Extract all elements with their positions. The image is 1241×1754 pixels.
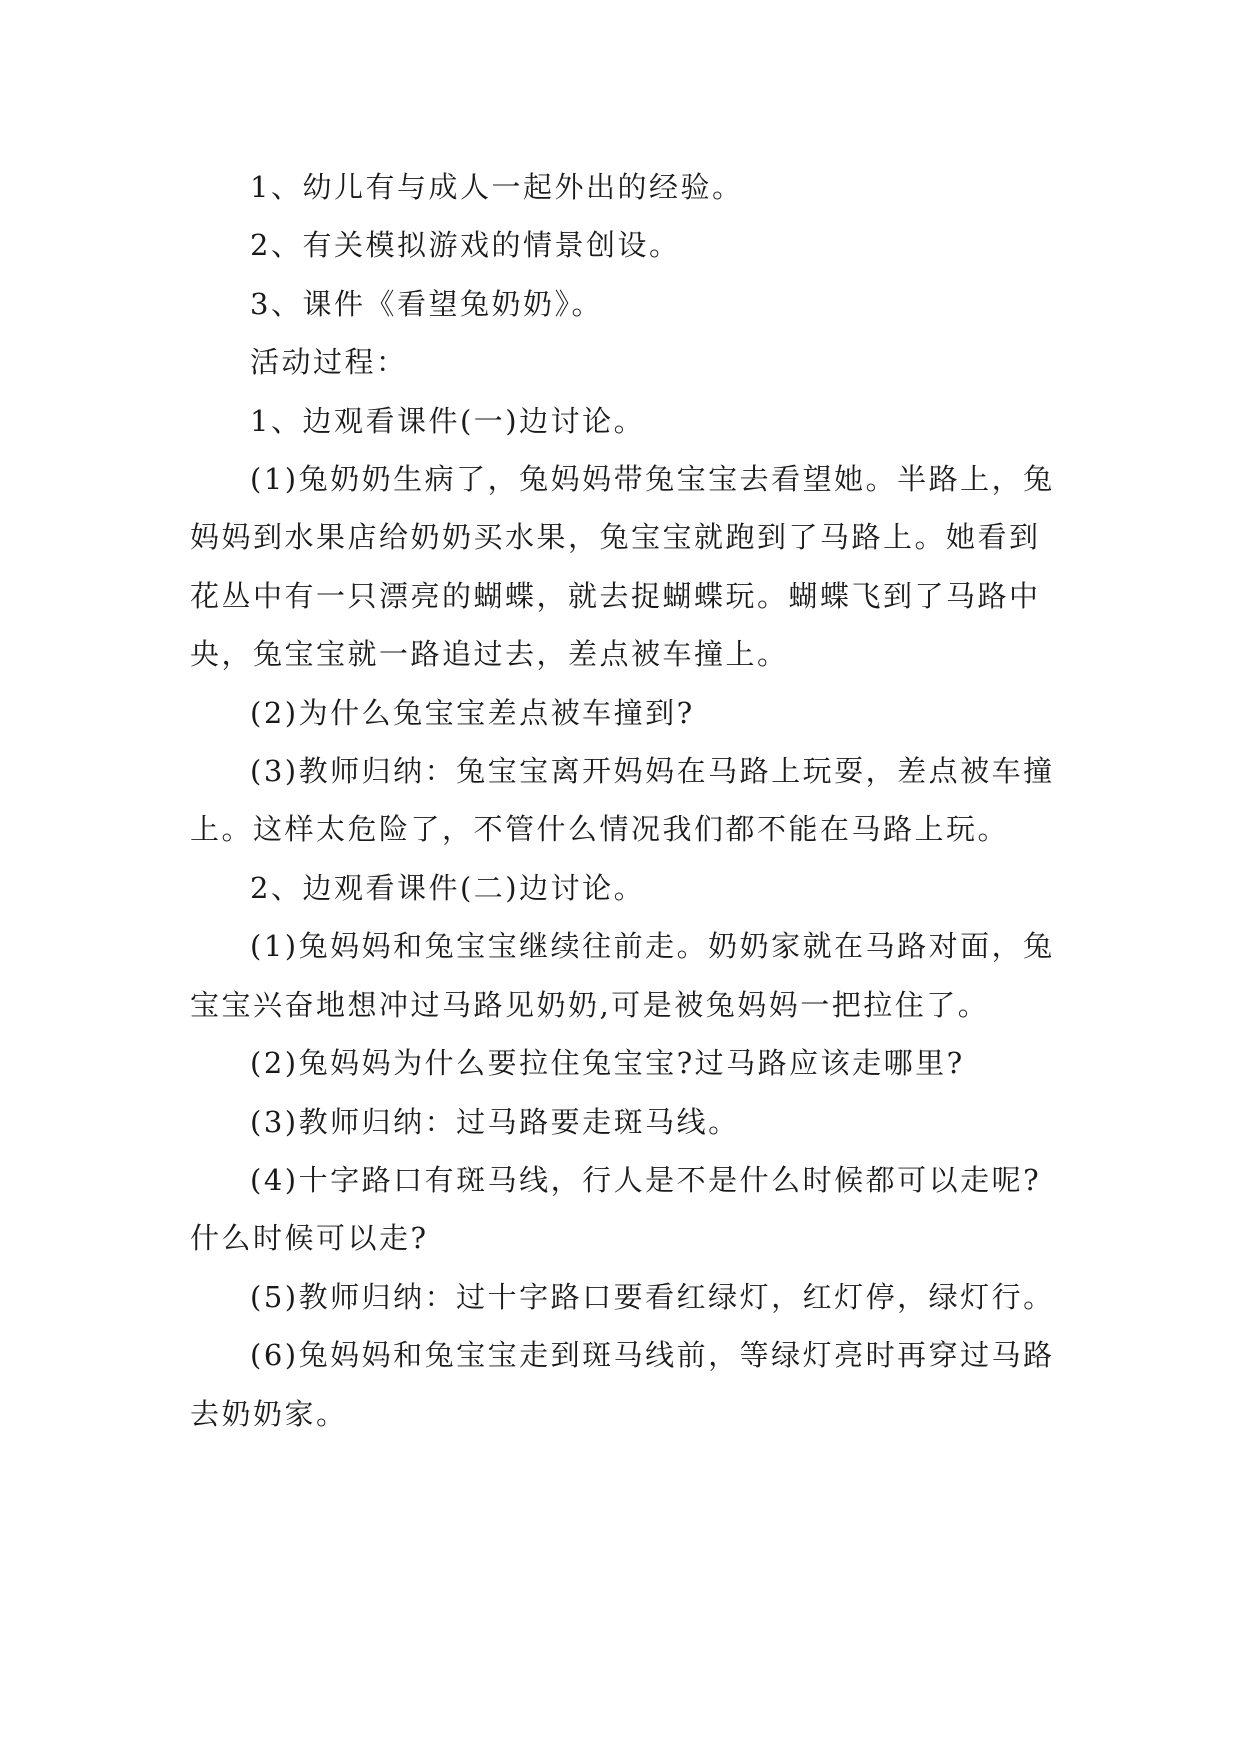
step-2-heading: 2、边观看课件(二)边讨论。: [250, 870, 646, 905]
step-1-sub-3: (3)教师归纳：兔宝宝离开妈妈在马路上玩耍，差点被车撞上。这样太危险了，不管什么情况我们都不能在马路上玩。: [190, 754, 1055, 847]
prep-item-2: 2、有关模拟游戏的情景创设。: [250, 228, 681, 263]
step-2-sub-2: (2)兔妈妈为什么要拉住兔宝宝?过马路应该走哪里?: [250, 1046, 965, 1081]
prep-item-1: 1、幼儿有与成人一起外出的经验。: [250, 170, 744, 204]
step-1-heading: 1、边观看课件(一)边讨论。: [250, 403, 646, 438]
section-heading-activity-process: 活动过程：: [250, 345, 408, 380]
step-2-sub-4: (4)十字路口有斑马线，行人是不是什么时候都可以走呢?什么时候可以走?: [190, 1162, 1042, 1256]
step-2-sub-3: (3)教师归纳：过马路要走斑马线。: [250, 1104, 740, 1139]
step-2-sub-1: (1)兔妈妈和兔宝宝继续往前走。奶奶家就在马路对面，兔宝宝兴奋地想冲过马路见奶奶,可是被兔妈妈一把拉住了。: [190, 929, 1055, 1022]
step-2-sub-5: (5)教师归纳：过十字路口要看红绿灯，红灯停，绿灯行。: [250, 1279, 1055, 1314]
step-1-sub-2: (2)为什么兔宝宝差点被车撞到?: [250, 695, 695, 730]
step-2-sub-6: (6)兔妈妈和兔宝宝走到斑马线前，等绿灯亮时再穿过马路去奶奶家。: [190, 1338, 1055, 1431]
prep-item-3: 3、课件《看望兔奶奶》。: [250, 286, 603, 321]
step-1-sub-1: (1)兔奶奶生病了，兔妈妈带兔宝宝去看望她。半路上，兔妈妈到水果店给奶奶买水果，兔宝宝就跑到了马路上。她看到花丛中有一只漂亮的蝴蝶，就去捉蝴蝶玩。蝴蝶飞到了马路中央，兔宝宝就一路追过去，差点被车撞上。: [190, 462, 1055, 672]
document-body: [190, 158, 1062, 1443]
